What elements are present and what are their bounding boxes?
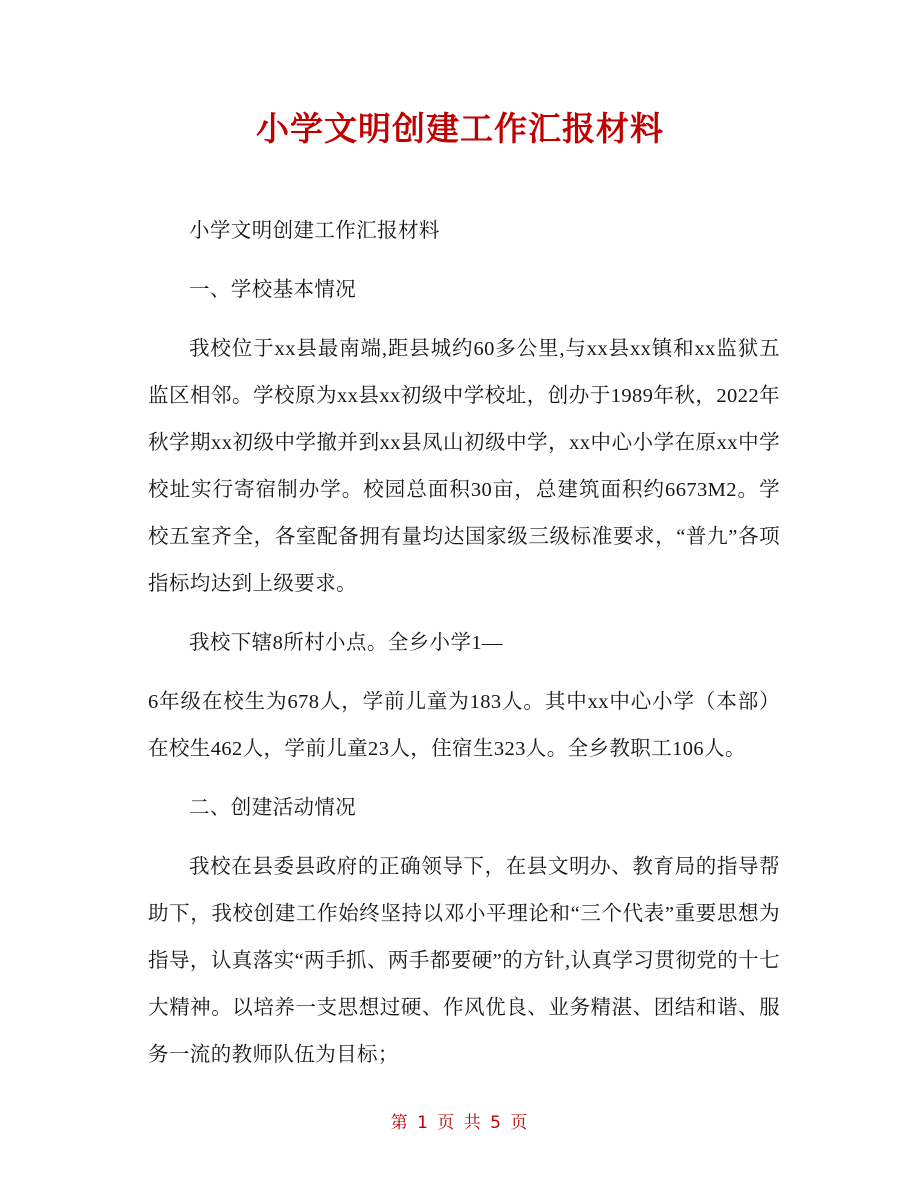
page-title: 小学文明创建工作汇报材料 [256,109,664,148]
section-heading-2: 二、创建活动情况 [189,797,357,819]
page-footer [0,1108,920,1133]
paragraph: 我校在县委县政府的正确领导下，在县文明办、教育局的指导帮助下，我校创建工作始终坚持以邓小平理论和“三个代表”重要思想为指导，认真落实“两手抓、两手都要硬”的方针,认真学习贯彻党的十七大精神。以培养一支思想过硬、作风优良、业务精湛、团结和谐、服务一流的教师队伍为目标； [148,856,780,1066]
paragraph: 我校下辖8所村小点。全乡小学1— [189,632,503,654]
paragraph: 小学文明创建工作汇报材料 [189,220,440,242]
footer-suffix: 页 [510,1113,530,1133]
footer-prefix: 第 [390,1113,410,1133]
paragraph: 我校位于xx县最南端,距县城约60多公里,与xx县xx镇和xx监狱五监区相邻。学校原为xx县xx初级中学校址，创办于1989年秋，2022年秋学期xx初级中学撤并到xx县凤山初级中学，xx中心小学在原xx中学校址实行寄宿制办学。校园总面积30亩，总建筑面积约6673M2。学校五室齐全，各室配备拥有量均达国家级三级标准要求，“普九”各项指标均达到上级要求。 [148,338,780,595]
footer-total-pages: 5 [490,1113,503,1133]
footer-current-page: 1 [417,1113,430,1133]
paragraph: 6年级在校生为678人，学前儿童为183人。其中xx中心小学（本部）在校生462人，学前儿童23人，住宿生323人。全乡教职工106人。 [148,691,780,760]
section-heading-1: 一、学校基本情况 [189,279,357,301]
document-body [148,208,780,1091]
footer-middle: 页 共 [437,1113,483,1133]
